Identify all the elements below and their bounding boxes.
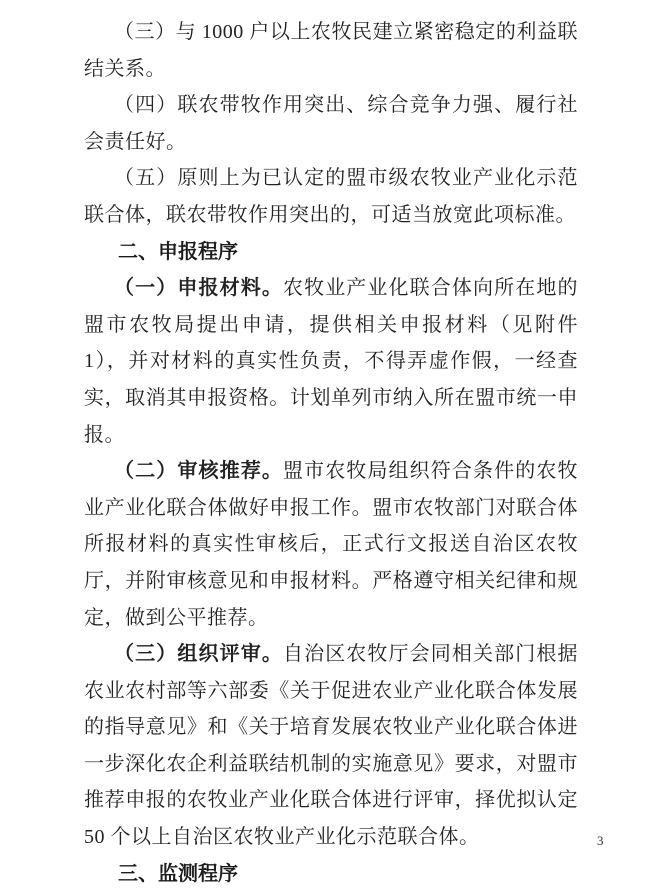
para-text: 盟市农牧局组织符合条件的农牧业产业化联合体做好申报工作。盟市农牧部门对联合体所报材料的真实性审核后，正式行文报送自治区农牧厅，并附审核意见和申报材料。严格遵守相关纪律和规定，做到公平推荐。	[84, 460, 579, 629]
para-application-materials	[84, 270, 578, 453]
para-review-recommendation	[84, 453, 578, 636]
para-text: （三）与 1000 户以上农牧民建立紧密稳定的利益联结关系。	[84, 21, 578, 80]
para-text: （四）联农带牧作用突出、综合竞争力强、履行社会责任好。	[84, 94, 578, 153]
para-lead-bold: （一）申报材料。	[114, 277, 283, 300]
para-text: 农牧业产业化联合体向所在地的盟市农牧局提出申请，提供相关申报材料（见附件 1），并对材料的真实性负责，不得弄虚作假，一经查实，取消其申报资格。计划单列市纳入所在盟市统一申报。	[84, 277, 579, 446]
heading-section-3-monitoring-procedure: 三、监测程序	[118, 862, 238, 885]
para-text: （五）原则上为已认定的盟市级农牧业产业化示范联合体，联农带牧作用突出的，可适当放宽此项标准。	[84, 167, 578, 226]
para-organize-evaluation	[84, 636, 578, 856]
para-criteria-3	[84, 14, 578, 87]
page-number: 3	[597, 833, 604, 848]
para-criteria-4	[84, 87, 578, 160]
document-body	[84, 14, 578, 892]
heading-section-2-application-procedure: 二、申报程序	[118, 240, 238, 263]
para-lead-bold: （二）审核推荐。	[114, 460, 283, 483]
para-criteria-5	[84, 160, 578, 233]
para-lead-bold: （三）组织评审。	[114, 643, 283, 666]
para-text: 自治区农牧厅会同相关部门根据农业农村部等六部委《关于促进农业产业化联合体发展的指导意见》和《关于培育发展农牧业产业化联合体进一步深化农企利益联结机制的实施意见》要求，对盟市推荐申报的农牧业产业化联合体进行评审，择优拟认定 50 个以上自治区农牧业产业化示范联合体。	[84, 643, 579, 849]
